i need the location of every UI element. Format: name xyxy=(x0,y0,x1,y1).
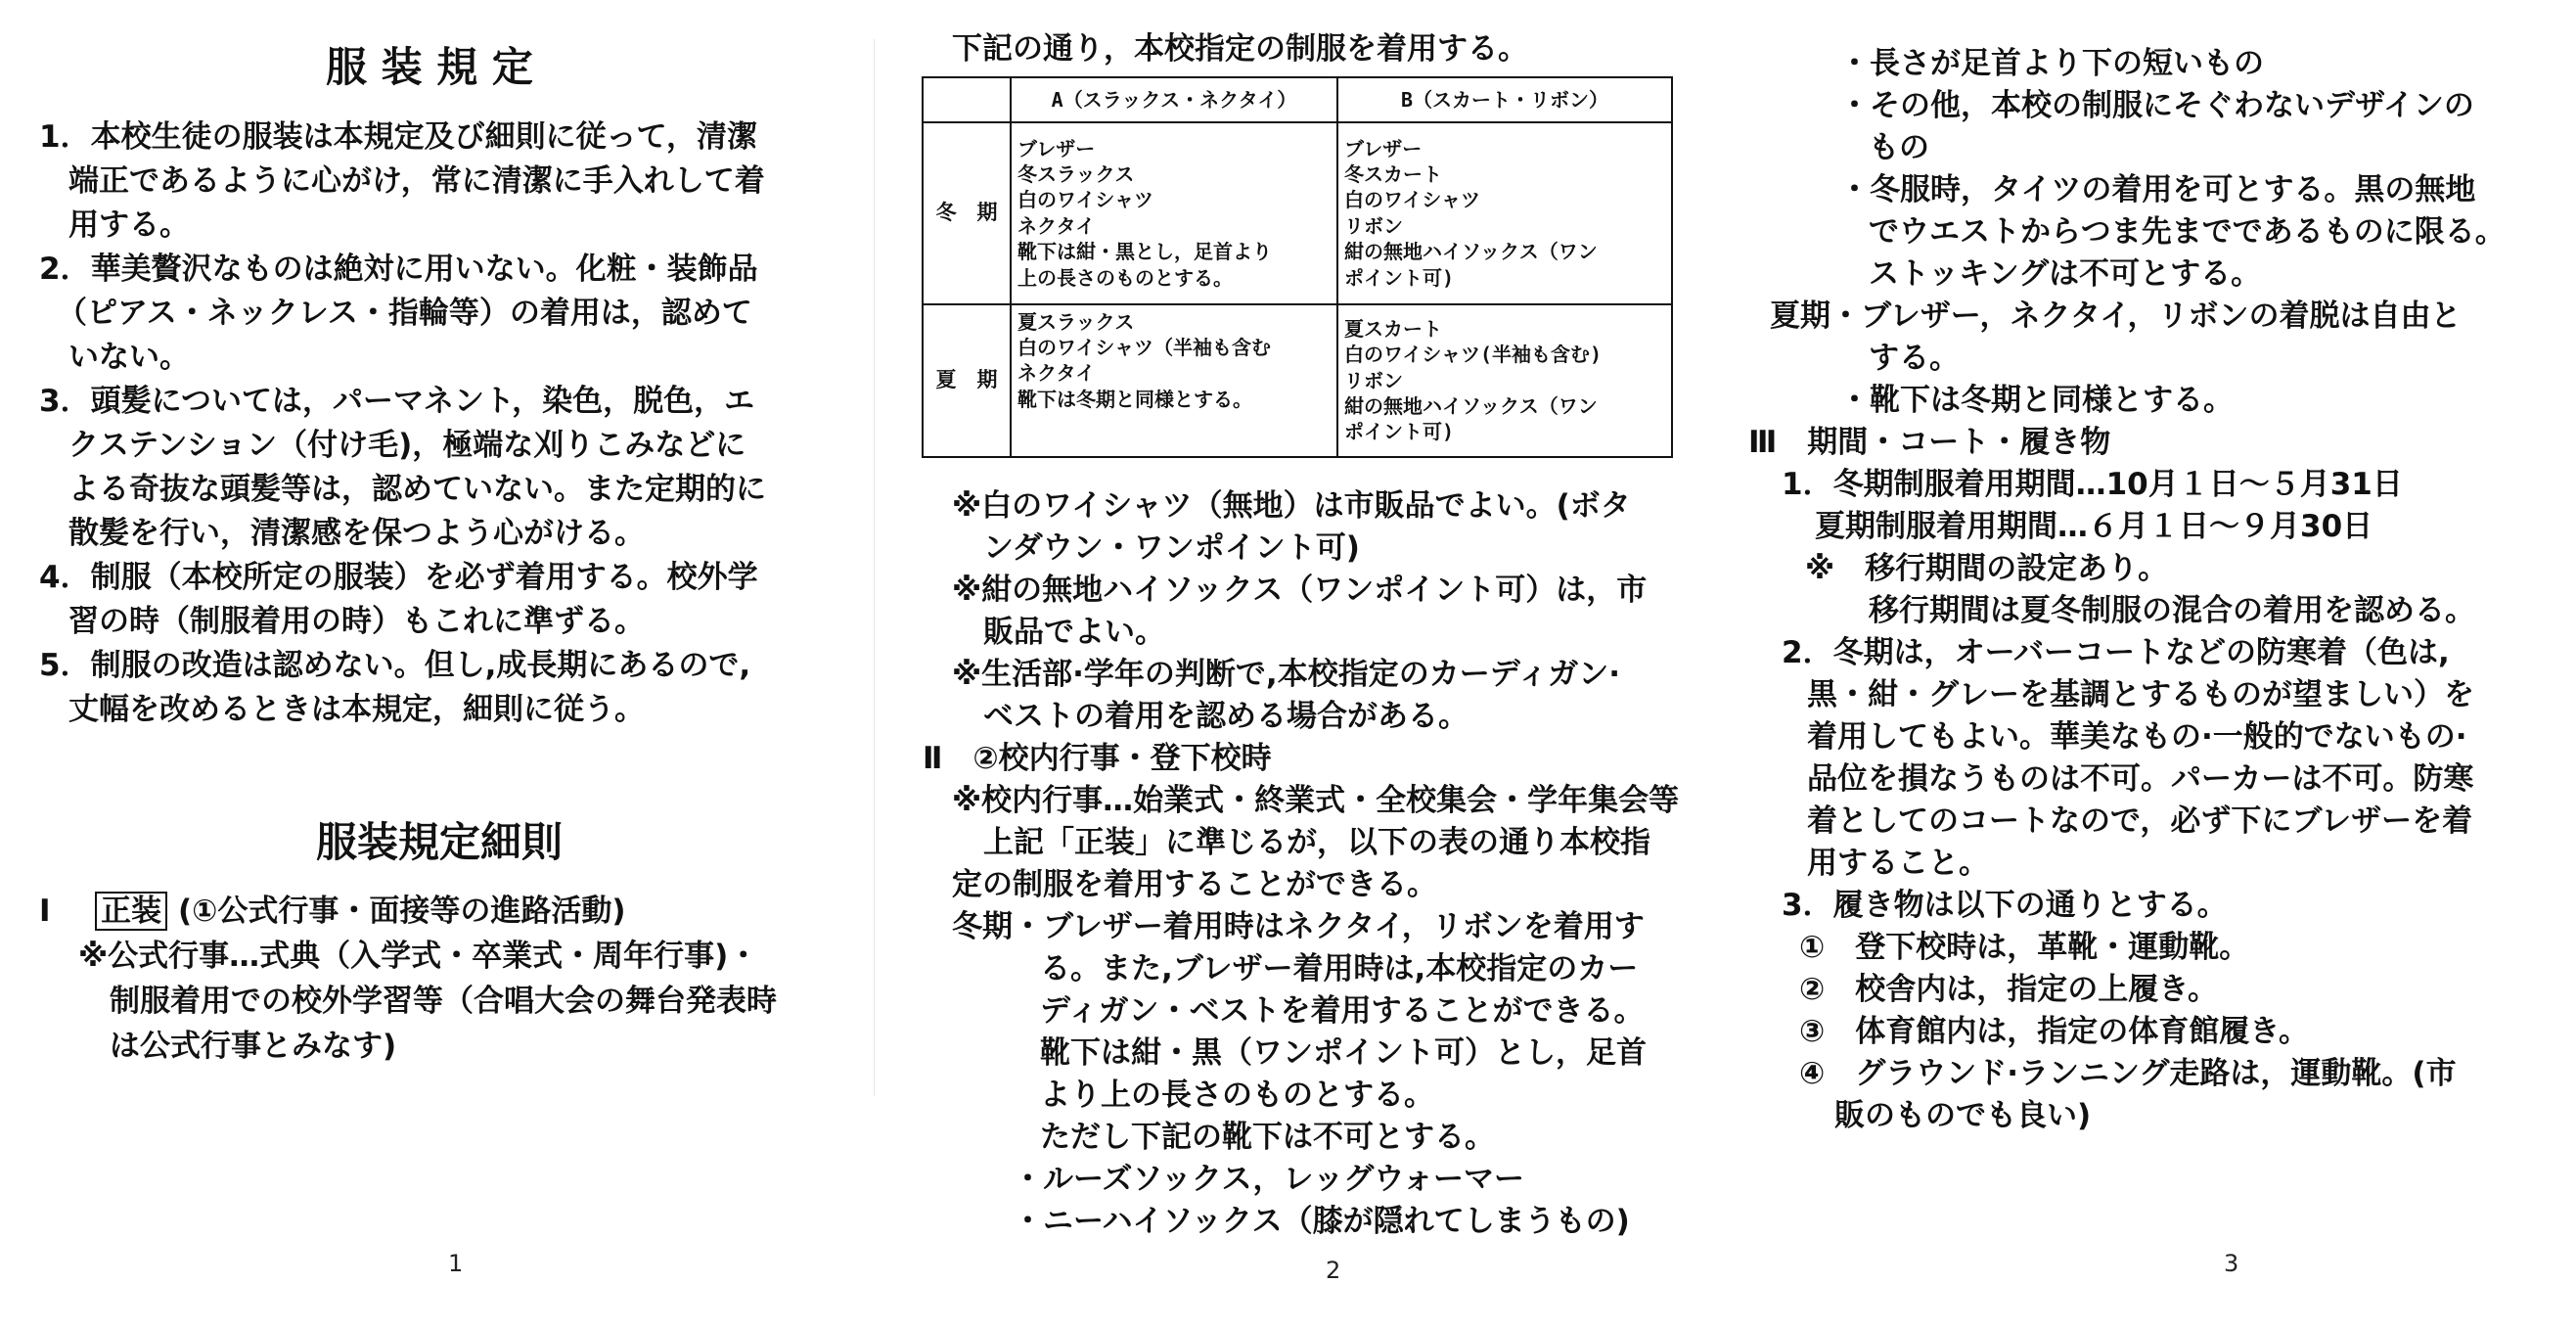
text-line: いない。 xyxy=(68,340,190,375)
column-header-a: A（スラックス・ネクタイ） xyxy=(1011,77,1337,122)
text-line: 品位を損なうものは不可。パーカーは不可。防寒 xyxy=(1807,761,2474,797)
text-line: ※生活部·学年の判断で,本校指定のカーディガン· xyxy=(952,657,1620,692)
text-line: 定の制服を着用することができる。 xyxy=(952,867,1437,902)
column-header-b: B（スカート・リボン） xyxy=(1337,77,1672,122)
text-line: 制服着用での校外学習等（合唱大会の舞台発表時 xyxy=(110,984,777,1019)
cell-line: 白のワイシャツ xyxy=(1017,188,1153,212)
cell-line: 紺の無地ハイソックス（ワン xyxy=(1344,393,1598,418)
text-line: 販品でよい。 xyxy=(983,615,1165,650)
text-line: 1．本校生徒の服装は本規定及び細則に従って，清潔 xyxy=(39,119,757,155)
cell-line: 靴下は紺・黒とし，足首より xyxy=(1017,240,1272,264)
cell-line: ポイント可) xyxy=(1344,420,1455,444)
section-title: 服装規定細則 xyxy=(316,818,564,866)
cell-line: ポイント可) xyxy=(1344,265,1455,290)
page-number: 1 xyxy=(448,1250,464,1277)
text-line: 2．華美贅沢なものは絶対に用いない。化粧・装飾品 xyxy=(39,252,758,287)
section-heading: Ⅱ ②校内行事・登下校時 xyxy=(923,741,1272,776)
text-line: 3．頭髪については，パーマネント，染色，脱色，エ xyxy=(39,384,755,419)
text-line: でウエストからつま先までであるものに限る。 xyxy=(1869,214,2506,250)
text-line: は公式行事とみなす) xyxy=(110,1029,397,1064)
text-line: ・長さが足首より下の短いもの xyxy=(1839,46,2264,81)
cell-line: ネクタイ xyxy=(1017,213,1096,238)
text-line: 黒・紺・グレーを基調とするものが望ましい）を xyxy=(1807,677,2474,712)
text-line: 販のものでも良い) xyxy=(1834,1098,2092,1133)
uniform-table xyxy=(922,76,1673,458)
cell-line: 夏スカート xyxy=(1344,316,1442,341)
summer-a-cell xyxy=(1011,304,1337,457)
section-heading-rest: (①公式行事・面接等の進路活動) xyxy=(177,894,626,929)
text-line: 夏期制服着用期間…６月１日～９月30日 xyxy=(1815,509,2373,544)
text-line: 散髪を行い，清潔感を保つよう心がける。 xyxy=(68,516,645,551)
table-corner-cell xyxy=(923,77,1011,122)
list-item: ③ 体育館内は，指定の体育館履き。 xyxy=(1799,1014,2310,1049)
text-line: する。 xyxy=(1869,341,1960,376)
text-line: ※校内行事…始業式・終業式・全校集会・学年集会等 xyxy=(952,783,1680,818)
text-line: 端正であるように心がけ，常に清潔に手入れして着 xyxy=(68,163,765,199)
text-line: より上の長さのものとする。 xyxy=(1040,1078,1434,1113)
summer-b-cell xyxy=(1337,304,1672,457)
text-line: 用すること。 xyxy=(1807,846,1989,881)
list-item: ① 登下校時は，革靴・運動靴。 xyxy=(1799,930,2250,965)
text-line: ディガン・ベストを着用することができる。 xyxy=(1040,993,1645,1029)
cell-line: 白のワイシャツ（半袖も含む xyxy=(1017,335,1271,359)
cell-line: 靴下は冬期と同様とする。 xyxy=(1017,387,1252,411)
text-line: ・ニーハイソックス（膝が隠れてしまうもの) xyxy=(1013,1204,1630,1239)
cell-line: 紺の無地ハイソックス（ワン xyxy=(1344,240,1598,264)
cell-line: 冬スラックス xyxy=(1017,161,1135,186)
text-line: 靴下は紺・黒（ワンポイント可）とし，足首 xyxy=(1040,1035,1647,1071)
roman-numeral: Ⅰ xyxy=(39,894,51,929)
page-3 xyxy=(1737,0,2576,1330)
text-line: 着としてのコートなので，必ず下にブレザーを着 xyxy=(1807,803,2473,839)
text-line: 着用してもよい。華美なもの·一般的でないもの· xyxy=(1807,719,2467,755)
boxed-label: 正装 xyxy=(95,892,167,931)
cell-line: ネクタイ xyxy=(1017,361,1096,386)
text-line: （ピアス・ネックレス・指輪等）の着用は，認めて xyxy=(57,296,752,331)
text-line: ただし下記の靴下は不可とする。 xyxy=(1040,1120,1495,1155)
cell-line: ブレザー xyxy=(1017,136,1096,161)
cell-line: 夏スラックス xyxy=(1017,309,1135,334)
text-line: 丈幅を改めるときは本規定，細則に従う。 xyxy=(68,692,645,727)
page-divider xyxy=(874,39,875,1096)
text-line: ※ 移行期間の設定あり。 xyxy=(1805,551,2169,586)
page-title: 服 装 規 定 xyxy=(326,43,533,91)
cell-line: リボン xyxy=(1344,213,1403,238)
page-2 xyxy=(876,0,1737,1330)
text-line: クステンション（付け毛)，極端な刈りこみなどに xyxy=(68,428,746,463)
text-line: 上記「正装」に準じるが，以下の表の通り本校指 xyxy=(983,825,1650,860)
text-line: よる奇抜な頭髪等は，認めていない。また定期的に xyxy=(68,472,766,507)
text-line: ※白のワイシャツ（無地）は市販品でよい。(ボタ xyxy=(952,488,1631,524)
text-line: 用する。 xyxy=(68,207,190,243)
winter-b-cell xyxy=(1337,122,1672,304)
text-line: 1．冬期制服着用期間…10月１日～５月31日 xyxy=(1782,467,2403,502)
text-line: もの xyxy=(1869,130,1929,165)
cell-line: 白のワイシャツ(半袖も含む) xyxy=(1344,343,1603,367)
section-heading xyxy=(39,896,626,927)
text-line: 4．制服（本校所定の服装）を必ず着用する。校外学 xyxy=(39,560,758,595)
cell-line: 白のワイシャツ xyxy=(1344,188,1480,212)
section-heading: Ⅲ 期間・コート・履き物 xyxy=(1748,425,2111,460)
text-line: ※公式行事…式典（入学式・卒業式・周年行事)・ xyxy=(78,939,759,974)
page-number: 2 xyxy=(1326,1257,1341,1284)
text-line: 3．履き物は以下の通りとする。 xyxy=(1782,888,2228,923)
table-header-row xyxy=(923,77,1672,122)
text-line: ・その他，本校の制服にそぐわないデザインの xyxy=(1839,88,2474,123)
page-number: 3 xyxy=(2224,1250,2239,1277)
text-line: る。また,ブレザー着用時は,本校指定のカー xyxy=(1040,951,1639,986)
text-line: 移行期間は夏冬制服の混合の着用を認める。 xyxy=(1869,593,2475,628)
winter-a-cell xyxy=(1011,122,1337,304)
text-line: 5．制服の改造は認めない。但し,成長期にあるので, xyxy=(39,648,751,683)
cell-line: リボン xyxy=(1344,368,1403,392)
season-label-summer: 夏 期 xyxy=(923,304,1011,457)
list-item: ② 校舎内は，指定の上履き。 xyxy=(1799,972,2219,1007)
text-line: 習の時（制服着用の時）もこれに準ずる。 xyxy=(68,604,645,639)
season-label-winter: 冬 期 xyxy=(923,122,1011,304)
text-line: ・ルーズソックス，レッグウォーマー xyxy=(1013,1162,1524,1197)
page-1 xyxy=(0,0,876,1330)
text-line: ストッキングは不可とする。 xyxy=(1869,256,2262,292)
table-row-summer xyxy=(923,304,1672,457)
cell-line: ブレザー xyxy=(1344,136,1423,161)
intro-text: 下記の通り，本校指定の制服を着用する。 xyxy=(952,31,1528,67)
text-line: ・靴下は冬期と同様とする。 xyxy=(1839,383,2234,418)
cell-line: 冬スカート xyxy=(1344,161,1442,186)
text-line: ※紺の無地ハイソックス（ワンポイント可）は，市 xyxy=(952,573,1648,608)
cell-line: 上の長さのものとする。 xyxy=(1017,265,1233,290)
text-line: 冬期・ブレザー着用時はネクタイ，リボンを着用す xyxy=(952,909,1645,944)
text-line: ・冬服時，タイツの着用を可とする。黒の無地 xyxy=(1839,172,2476,207)
text-line: 夏期・ブレザー，ネクタイ，リボンの着脱は自由と xyxy=(1770,298,2462,334)
text-line: ベストの着用を認める場合がある。 xyxy=(983,699,1469,734)
text-line: 2．冬期は，オーバーコートなどの防寒着（色は, xyxy=(1782,635,2450,670)
text-line: ンダウン・ワンポイント可) xyxy=(983,530,1360,566)
table-row-winter xyxy=(923,122,1672,304)
list-item: ④ グラウンド·ランニング走路は，運動靴。(市 xyxy=(1799,1056,2457,1091)
